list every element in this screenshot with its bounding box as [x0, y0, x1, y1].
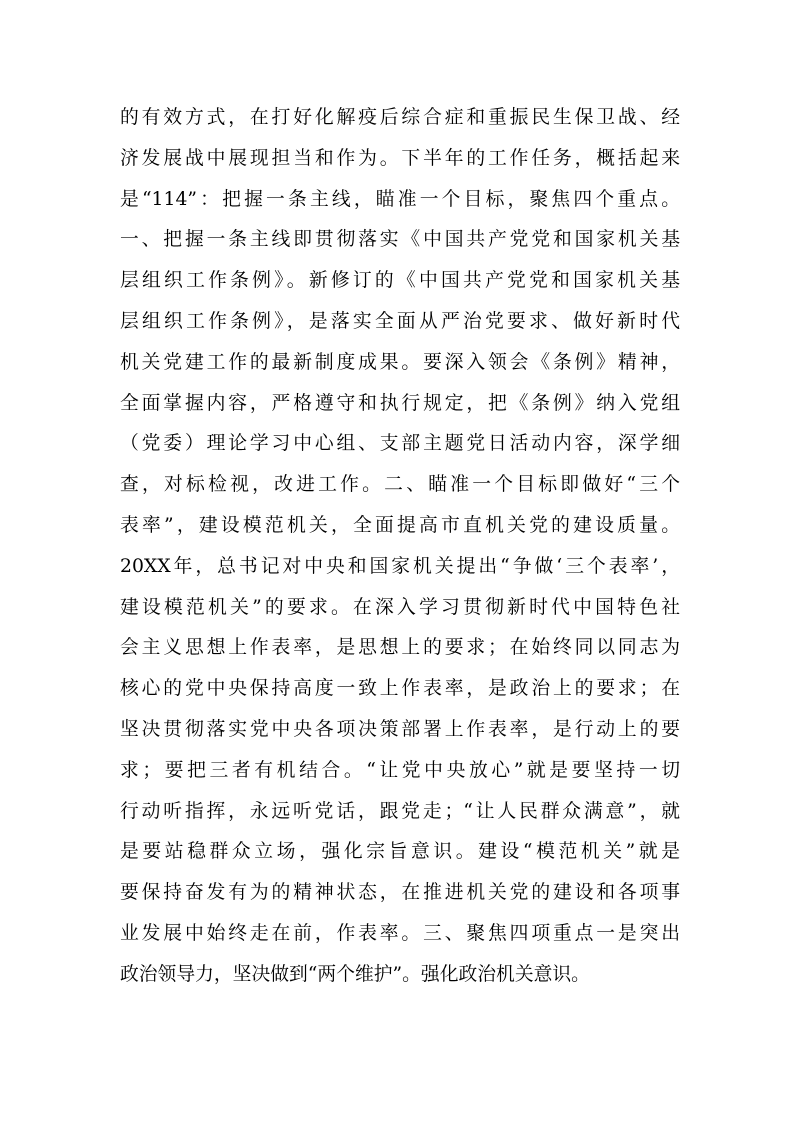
- text-line: 层组织工作条例》。新修订的《中国共产党党和国家机关基: [120, 270, 680, 292]
- text-line: （党委）理论学习中心组、支部主题党日活动内容，深学细: [120, 433, 680, 455]
- text-line: 坚决贯彻落实党中央各项决策部署上作表率，是行动上的要: [120, 718, 680, 740]
- text-line: 查，对标检视，改进工作。二、瞄准一个目标即做好“三个: [120, 474, 680, 496]
- text-line: 行动听指挥，永远听党话，跟党走；“让人民群众满意”，就: [120, 800, 680, 822]
- text-line: 层组织工作条例》，是落实全面从严治党要求、做好新时代: [120, 310, 680, 332]
- text-line: 机关党建工作的最新制度成果。要深入领会《条例》精神，: [120, 351, 680, 373]
- text-line: 全面掌握内容，严格遵守和执行规定，把《条例》纳入党组: [120, 392, 680, 414]
- text-line: 的有效方式，在打好化解疫后综合症和重振民生保卫战、经: [120, 107, 680, 128]
- text-line: 业发展中始终走在前，作表率。三、聚焦四项重点一是突出: [120, 922, 680, 944]
- text-line: 20XX年，总书记对中央和国家机关提出“争做‘三个表率’，: [120, 555, 680, 577]
- text-line: 是要站稳群众立场，强化宗旨意识。建设“模范机关”就是: [120, 841, 680, 863]
- text-line: 求；要把三者有机结合。“让党中央放心”就是要坚持一切: [120, 759, 680, 781]
- text-line: 济发展战中展现担当和作为。下半年的工作任务，概括起来: [120, 147, 680, 169]
- text-line: 会主义思想上作表率，是思想上的要求；在始终同以同志为: [120, 637, 680, 659]
- text-line: 表率”，建设模范机关，全面提高市直机关党的建设质量。: [120, 514, 680, 536]
- text-line: 政治领导力，坚决做到“两个维护”。强化政治机关意识。: [120, 963, 590, 985]
- text-line: 核心的党中央保持高度一致上作表率，是政治上的要求；在: [120, 678, 680, 700]
- text-line: 是“114”：把握一条主线，瞄准一个目标，聚焦四个重点。: [120, 188, 680, 210]
- text-line: 建设模范机关”的要求。在深入学习贯彻新时代中国特色社: [120, 596, 680, 618]
- body-text: [120, 98, 680, 996]
- text-line: 一、把握一条主线即贯彻落实《中国共产党党和国家机关基: [120, 229, 680, 251]
- text-line: 要保持奋发有为的精神状态，在推进机关党的建设和各项事: [120, 882, 680, 904]
